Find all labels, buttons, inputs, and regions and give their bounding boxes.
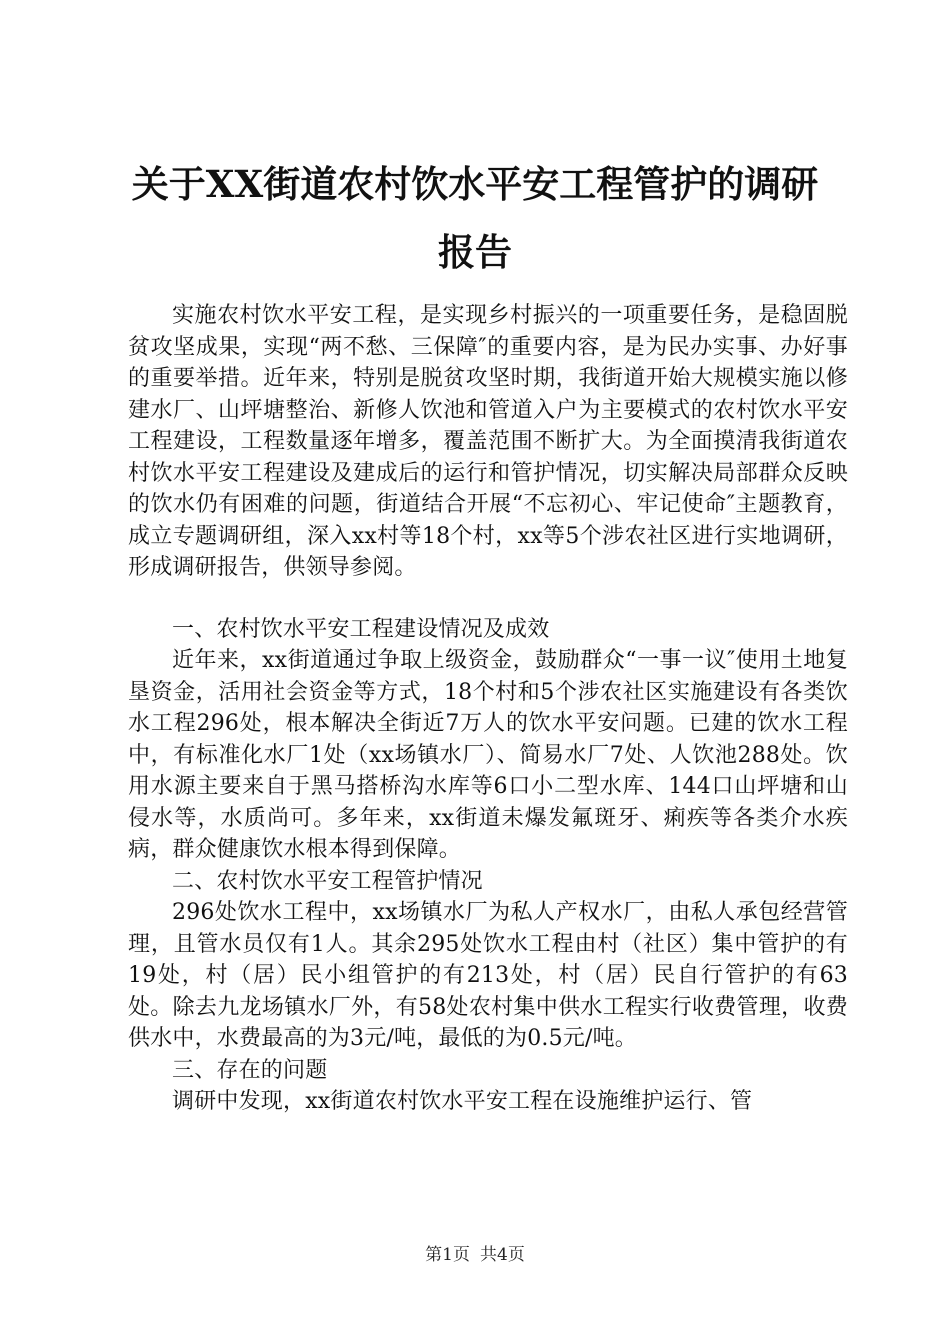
section-3-heading: 三、存在的问题 (172, 1057, 328, 1083)
page-number: 第1页 (425, 1245, 470, 1265)
section-2-paragraph: 296处饮水工程中，xx场镇水厂为私人产权水厂，由私人承包经营管理，且管水员仅有1人。其余295处饮水工程由村（社区）集中管护的有19处，村（居）民小组管护的有213处，村（居）民自行管护的有63处。除去九龙场镇水厂外，有58处农村集中供水工程实行收费管理，收费供水中，水费最高的为3元/吨，最低的为0.5元/吨。 (128, 900, 848, 1051)
section-1-paragraph: 近年来，xx街道通过争取上级资金，鼓励群众“一事一议″使用土地复垦资金，活用社会资金等方式，18个村和5个涉农社区实施建设有各类饮水工程296处，根本解决全街近7万人的饮水平安问题。已建的饮水工程中，有标准化水厂1处（xx场镇水厂）、简易水厂7处、人饮池288处。饮用水源主要来自于黑马搭桥沟水库等6口小二型水库、144口山坪塘和山侵水等，水质尚可。多年来，xx街道未爆发氟斑牙、痢疾等各类介水疾病，群众健康饮水根本得到保障。 (128, 648, 848, 862)
section-2-heading: 二、农村饮水平安工程管护情况 (172, 868, 483, 894)
page-footer (0, 1244, 950, 1266)
intro-paragraph: 实施农村饮水平安工程，是实现乡村振兴的一项重要任务，是稳固脱贫攻坚成果，实现“两不愁、三保障″的重要内容，是为民办实事、办好事的重要举措。近年来，特别是脱贫攻坚时期，我街道开始大规模实施以修建水厂、山坪塘整治、新修人饮池和管道入户为主要模式的农村饮水平安工程建设，工程数量逐年增多，覆盖范围不断扩大。为全面摸清我街道农村饮水平安工程建设及建成后的运行和管护情况，切实解决局部群众反映的饮水仍有困难的问题，街道结合开展“不忘初心、牢记使命″主题教育，成立专题调研组，深入xx村等18个村，xx等5个涉农社区进行实地调研，形成调研报告，供领导参阅。 (128, 303, 848, 580)
document-body (128, 300, 848, 1118)
section-1-heading: 一、农村饮水平安工程建设情况及成效 (172, 616, 550, 642)
paragraph-gap (128, 584, 848, 614)
page-total: 共4页 (480, 1245, 525, 1265)
document-title: 关于XX街道农村饮水平安工程管护的调研报告 (131, 162, 819, 274)
section-3-paragraph: 调研中发现，xx街道农村饮水平安工程在设施维护运行、管 (172, 1089, 753, 1114)
